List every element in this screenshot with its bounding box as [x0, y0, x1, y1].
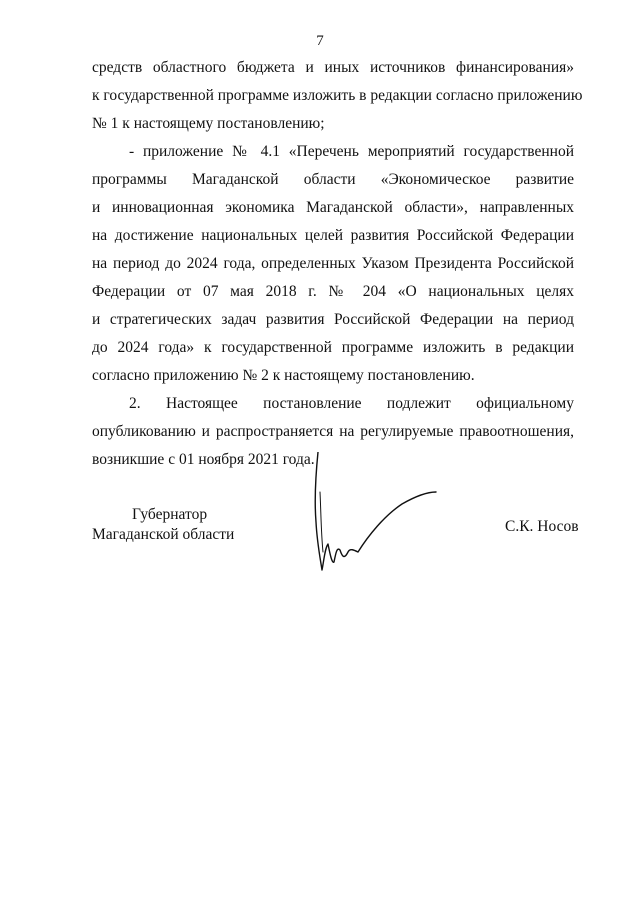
text-line: до 2024 года» к государственной программе изложить в редакции	[92, 339, 574, 356]
text-line: 2. Настоящее постановление подлежит официальному	[129, 395, 574, 412]
signatory-position: Губернатор	[132, 506, 208, 523]
text-line: согласно приложению № 2 к настоящему постановлению.	[92, 367, 475, 384]
text-line: - приложение № 4.1 «Перечень мероприятий государственной	[129, 143, 574, 160]
text-line: и инновационная экономика Магаданской области», направленных	[92, 199, 574, 216]
text-line: опубликованию и распространяется на регулируемые правоотношения,	[92, 423, 574, 440]
text-line: средств областного бюджета и иных источников финансирования»	[92, 59, 574, 76]
text-line: к государственной программе изложить в редакции согласно приложению	[92, 87, 583, 104]
page-number: 7	[316, 33, 324, 49]
text-line: № 1 к настоящему постановлению;	[92, 115, 325, 132]
handwritten-signature	[312, 452, 442, 582]
signatory-position-region: Магаданской области	[92, 526, 235, 543]
text-line: Федерации от 07 мая 2018 г. № 204 «О национальных целях	[92, 283, 574, 300]
text-line: и стратегических задач развития Российской Федерации на период	[92, 311, 574, 328]
signatory-name: С.К. Носов	[505, 518, 579, 535]
text-line: на достижение национальных целей развития Российской Федерации	[92, 227, 574, 244]
text-line: возникшие с 01 ноября 2021 года.	[92, 451, 315, 468]
text-line: на период до 2024 года, определенных Указом Президента Российской	[92, 255, 574, 272]
text-line: программы Магаданской области «Экономическое развитие	[92, 171, 574, 188]
